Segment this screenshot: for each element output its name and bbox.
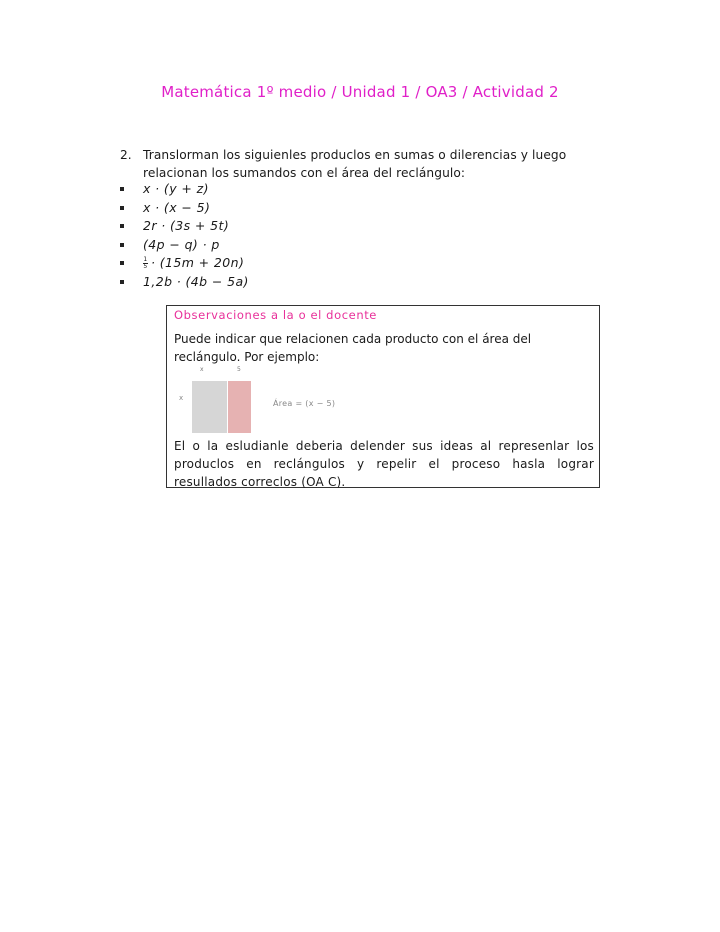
list-item: [120, 217, 249, 236]
rectangle-pink-part: [228, 381, 251, 433]
question-stem: Translorman los siguienles produclos en sumas o dilerencias y luego relacionan los sumandos con el área del reclángulo:: [143, 148, 567, 180]
bullet-icon: [120, 243, 124, 247]
teacher-observations-box: [166, 305, 600, 488]
product-expression-fraction: [143, 255, 244, 270]
list-item: [120, 199, 249, 218]
observations-title: Observaciones a la o el docente: [174, 308, 377, 322]
product-expression: (4p − q) · p: [143, 236, 220, 252]
product-expression: x · (x − 5): [143, 199, 211, 215]
product-list: [120, 180, 249, 291]
product-expression: 2r · (3s + 5t): [143, 218, 230, 233]
bullet-icon: [120, 206, 124, 210]
fraction-denominator: 5: [143, 263, 148, 270]
list-item: [120, 180, 249, 199]
product-expression-rest: · (15m + 20n): [151, 255, 245, 270]
page-header-title: Matemática 1º medio / Unidad 1 / OA3 / Actividad 2: [161, 83, 559, 101]
fraction-numerator: 1: [143, 256, 148, 263]
question-2: [120, 146, 625, 182]
question-number: 2.: [120, 148, 132, 162]
rectangle-area-figure: [167, 366, 367, 436]
bullet-icon: [120, 261, 124, 265]
list-item: [120, 254, 249, 273]
rectangle-gray-part: [192, 381, 227, 433]
figure-area-label: Área = (x − 5): [273, 399, 336, 408]
figure-top-label-2: 5: [237, 366, 241, 373]
list-item: [120, 273, 249, 292]
fraction: [143, 257, 148, 270]
figure-left-label: x: [179, 394, 184, 402]
bullet-icon: [120, 224, 124, 228]
product-expression: x · (y + z): [143, 181, 209, 196]
observations-paragraph-1: Puede indicar que relacionen cada producto con el área del reclángulo. Por ejemplo:: [174, 332, 532, 364]
bullet-icon: [120, 280, 124, 284]
list-item: [120, 236, 249, 255]
bullet-icon: [120, 187, 124, 191]
observations-paragraph-2: El o la esludianle deberia delender sus ideas al represenlar los produclos en reclángulos y repelir el proceso hasla lograr resullados correclos (OA C).: [174, 439, 594, 489]
product-expression: 1,2b · (4b − 5a): [143, 273, 249, 289]
figure-top-label-1: x: [200, 366, 204, 373]
